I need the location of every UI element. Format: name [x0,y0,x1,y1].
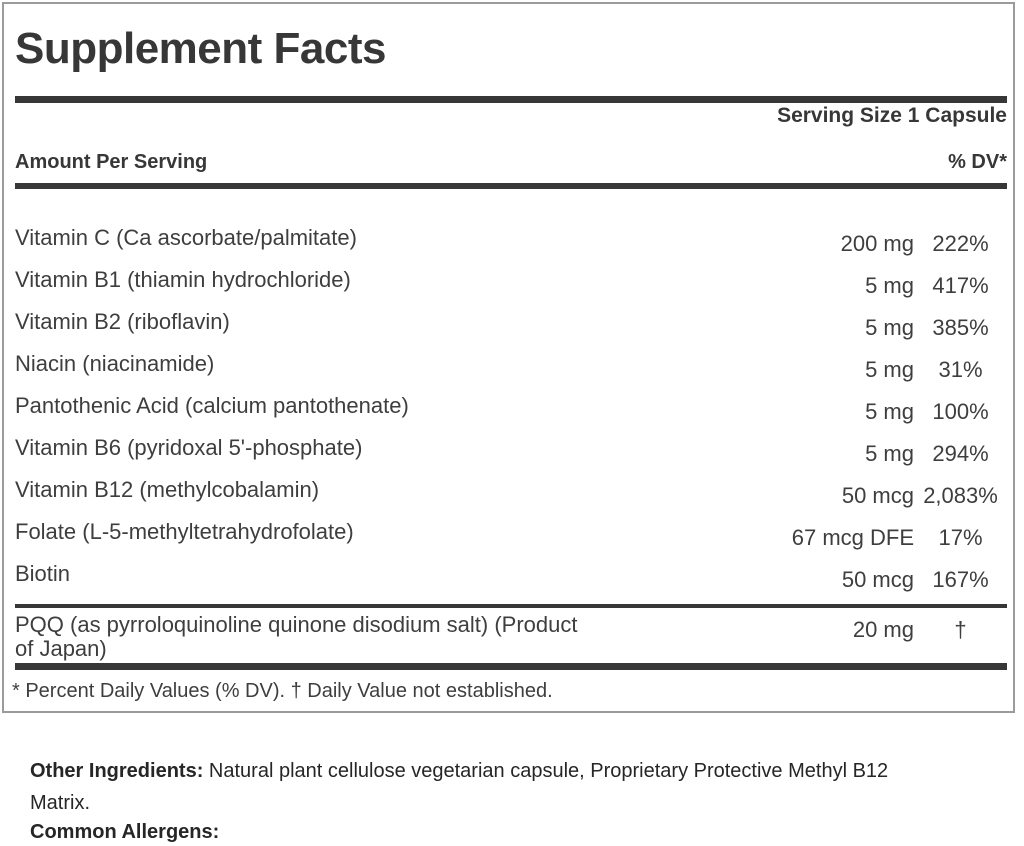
ingredient-dv: 385% [932,315,989,340]
table-row [15,385,1007,427]
ingredient-amount: 50 mcg [841,483,914,508]
ingredient-name: Vitamin B1 (thiamin hydrochloride) [15,267,351,292]
ingredient-amount: 50 mcg [841,567,914,592]
ingredient-amount: 5 mg [865,273,914,298]
thick-divider-top [15,96,1007,103]
thick-divider-header [15,183,1007,189]
ingredient-name: Folate (L-5-methyltetrahydrofolate) [15,519,354,544]
serving-size: Serving Size 1 Capsule [777,104,1007,127]
ingredient-name: Vitamin C (Ca ascorbate/palmitate) [15,225,357,250]
ingredient-name: Vitamin B12 (methylcobalamin) [15,477,320,502]
ingredient-name [15,610,774,661]
ingredient-amount: 5 mg [865,399,914,424]
ingredient-amount: 20 mg [852,617,914,642]
medium-divider-pqq [15,604,1007,608]
dagger-symbol: † [954,617,967,642]
ingredient-rows [15,217,1007,595]
ingredient-dv: 294% [932,441,989,466]
other-ingredients-line2: Matrix. [30,792,90,814]
supplement-facts-panel [2,2,1015,713]
ingredient-name: Biotin [15,561,71,586]
ingredient-dv: 167% [932,567,989,592]
ingredient-amount: 5 mg [865,315,914,340]
ingredient-amount: 5 mg [865,357,914,382]
table-row [15,217,1007,259]
ingredient-name: Vitamin B2 (riboflavin) [15,309,230,334]
table-row [15,259,1007,301]
table-row [15,511,1007,553]
ingredient-amount: 200 mg [840,231,914,256]
percent-dv-header: % DV* [948,151,1007,173]
table-row [15,427,1007,469]
ingredient-name: Pantothenic Acid (calcium pantothenate) [15,393,409,418]
ingredient-amount: 67 mcg DFE [791,525,914,550]
ingredient-dv: 417% [932,273,989,298]
table-row [15,553,1007,595]
amount-per-serving-header: Amount Per Serving [15,151,208,173]
other-ingredients [30,755,995,819]
table-row [15,469,1007,511]
common-allergens-label: Common Allergens: [30,821,220,843]
pqq-name-line1: PQQ (as pyrroloquinoline quinone disodium salt) (Product [15,612,578,637]
pqq-name-line2: of Japan) [15,636,107,661]
table-row [15,343,1007,385]
ingredient-dv: 222% [932,231,989,256]
panel-title: Supplement Facts [15,24,386,73]
ingredient-name: Niacin (niacinamide) [15,351,215,376]
other-ingredients-label: Other Ingredients: [30,760,204,782]
ingredient-name: Vitamin B6 (pyridoxal 5'-phosphate) [15,435,363,460]
ingredient-dv: 2,083% [923,483,998,508]
ingredient-dv: 100% [932,399,989,424]
table-row [15,301,1007,343]
ingredient-dv: 31% [938,357,983,382]
thick-divider-bottom [15,663,1007,670]
table-row-pqq [15,610,1007,661]
ingredient-amount: 5 mg [865,441,914,466]
other-ingredients-line1: Natural plant cellulose vegetarian capsule, Proprietary Protective Methyl B12 [208,760,889,782]
ingredient-dv: 17% [938,525,983,550]
dv-footnote: * Percent Daily Values (% DV). † Daily Value not established. [12,680,553,702]
column-header-row [15,150,1007,174]
